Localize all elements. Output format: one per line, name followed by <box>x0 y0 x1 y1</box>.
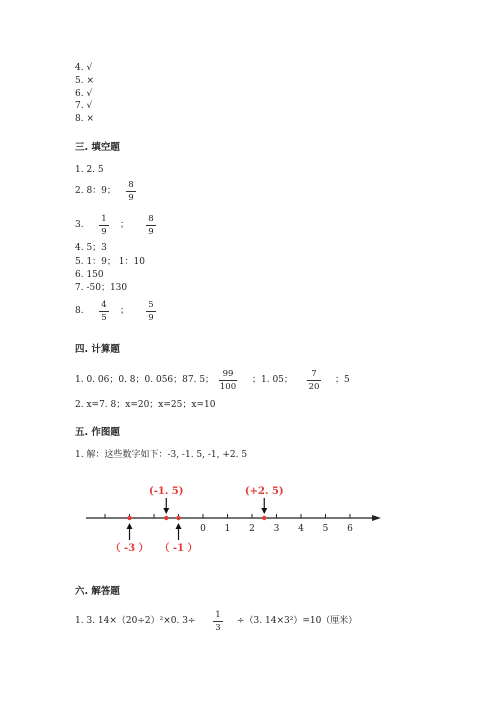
section-title: 四. 计算题 <box>75 344 120 355</box>
answer-item: 1. 解：这些数字如下：-3, -1. 5, -1, +2. 5 <box>75 450 248 460</box>
point-marker <box>164 516 168 520</box>
point-label: (-1. 5) <box>149 486 184 497</box>
axis-arrowhead <box>372 515 381 521</box>
separator: ； <box>120 220 130 230</box>
answer-item: 6. 150 <box>75 270 104 280</box>
fraction: 1 9 <box>99 214 109 237</box>
answer-item: 8. × <box>75 114 94 124</box>
tick-label: 3 <box>273 524 280 534</box>
fraction: 99 100 <box>219 369 237 392</box>
separator: ； <box>120 306 130 316</box>
pointer-arrowhead <box>176 523 182 529</box>
answer-item: 2. 8：9； <box>75 186 116 196</box>
pointer-arrowhead <box>261 508 267 514</box>
point-label: （ -1 ） <box>159 543 198 554</box>
answer-item: 5. 1：9； 1：10 <box>75 257 145 267</box>
answer-item: 1. 2. 5 <box>75 165 104 175</box>
point-marker <box>262 516 266 520</box>
fraction: 5 9 <box>146 300 156 323</box>
answer-item: 7. -50；130 <box>75 283 128 293</box>
tick-label: 2 <box>249 524 255 534</box>
answer-item: 7. √ <box>75 101 93 111</box>
answer-item: 4. √ <box>75 63 93 73</box>
answer-item: ；5 <box>335 375 350 385</box>
tick-label: 6 <box>347 524 353 534</box>
answer-item: 2. x=7. 8；x=20；x=25；x=10 <box>75 400 216 410</box>
answer-item: 5. × <box>75 76 94 86</box>
point-marker <box>127 516 131 520</box>
answer-item: 6. √ <box>75 89 93 99</box>
tick-label: 5 <box>322 524 329 534</box>
section-title: 六. 解答题 <box>75 586 120 597</box>
tick-label: 0 <box>200 524 206 534</box>
section-title: 五. 作图题 <box>75 427 120 438</box>
answer-item: 8. <box>75 306 84 316</box>
pointer-arrowhead <box>163 508 169 514</box>
pointer-arrowhead <box>127 523 133 529</box>
answer-item: 1. 0. 06；0. 8；0. 056；87. 5； <box>75 375 215 385</box>
fraction: 7 20 <box>308 369 320 392</box>
section-title: 三. 填空题 <box>75 142 120 153</box>
answer-item: ；1. 05； <box>252 375 293 385</box>
point-label: （ -3 ） <box>110 543 149 554</box>
number-line <box>78 478 398 568</box>
tick-label: 1 <box>224 524 231 534</box>
point-label: (+2. 5) <box>244 486 284 497</box>
answer-item: 4. 5；3 <box>75 243 107 253</box>
tick-label: 4 <box>298 524 304 534</box>
answer-item: 1. 3. 14×（20÷2）²×0. 3÷ <box>75 616 196 626</box>
fraction: 1 3 <box>213 610 223 633</box>
answer-item: 3. <box>75 220 84 230</box>
answer-item: ÷（3. 14×3²）=10（厘米） <box>237 616 358 626</box>
point-marker <box>176 516 180 520</box>
fraction: 8 9 <box>126 180 136 203</box>
fraction: 4 5 <box>99 300 109 323</box>
fraction: 8 9 <box>146 214 156 237</box>
